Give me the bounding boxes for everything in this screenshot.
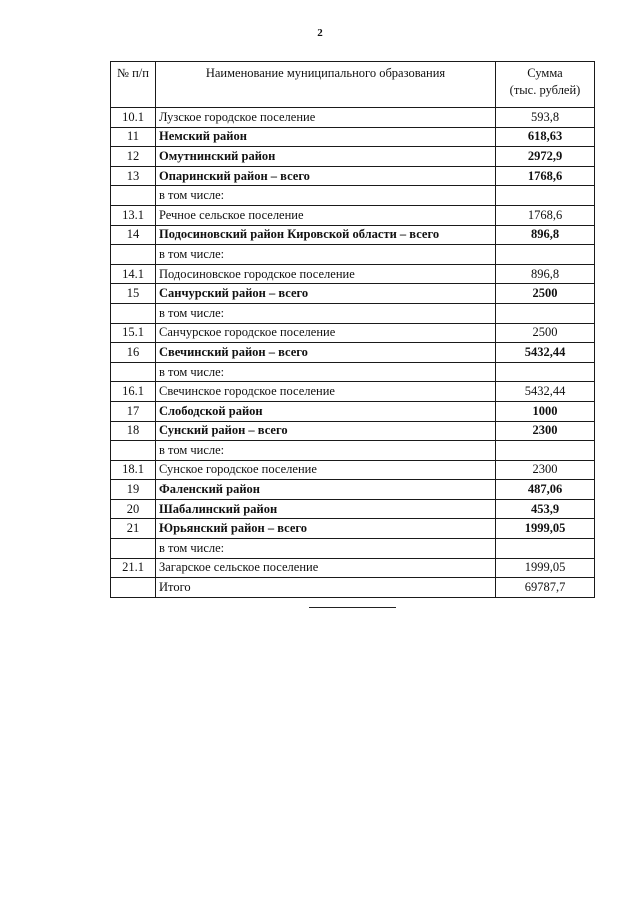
row-name: Итого <box>156 578 496 598</box>
table-row <box>111 519 595 539</box>
row-sum: 2972,9 <box>496 147 595 167</box>
row-name: Подосиновское городское поселение <box>156 264 496 284</box>
header-sum <box>496 62 595 108</box>
table-row <box>111 558 595 578</box>
row-number: 14 <box>111 225 156 245</box>
header-row <box>111 62 595 108</box>
table-row <box>111 147 595 167</box>
row-sum: 487,06 <box>496 480 595 500</box>
row-sum: 2300 <box>496 460 595 480</box>
row-number: 11 <box>111 127 156 147</box>
row-sum: 1000 <box>496 401 595 421</box>
row-number: 13 <box>111 166 156 186</box>
allocation-table <box>110 61 595 598</box>
table-body <box>111 108 595 598</box>
row-name: в том числе: <box>156 245 496 265</box>
row-sum: 618,63 <box>496 127 595 147</box>
row-sum: 1768,6 <box>496 205 595 225</box>
table-row <box>111 264 595 284</box>
row-number <box>111 578 156 598</box>
row-number: 17 <box>111 401 156 421</box>
row-name: Речное сельское поселение <box>156 205 496 225</box>
table-row <box>111 480 595 500</box>
table-row <box>111 539 595 559</box>
row-name: Свечинский район – всего <box>156 343 496 363</box>
row-sum: 896,8 <box>496 264 595 284</box>
row-name: Опаринский район – всего <box>156 166 496 186</box>
table-row <box>111 166 595 186</box>
table-row <box>111 362 595 382</box>
row-sum <box>496 303 595 323</box>
table-row <box>111 499 595 519</box>
row-name: Сунское городское поселение <box>156 460 496 480</box>
header-name: Наименование муниципального образования <box>156 62 496 108</box>
table-row <box>111 108 595 128</box>
row-name: Омутнинский район <box>156 147 496 167</box>
row-name: Фаленский район <box>156 480 496 500</box>
row-number <box>111 303 156 323</box>
row-number: 16.1 <box>111 382 156 402</box>
row-number: 21.1 <box>111 558 156 578</box>
row-sum: 2300 <box>496 421 595 441</box>
row-name: Шабалинский район <box>156 499 496 519</box>
table-row <box>111 284 595 304</box>
row-sum: 1999,05 <box>496 558 595 578</box>
table-row <box>111 323 595 343</box>
row-sum: 896,8 <box>496 225 595 245</box>
row-sum <box>496 186 595 206</box>
header-sum-title: Сумма <box>527 66 563 80</box>
row-number <box>111 539 156 559</box>
table-row <box>111 186 595 206</box>
row-number: 18.1 <box>111 460 156 480</box>
header-number: № п/п <box>111 62 156 108</box>
row-number: 10.1 <box>111 108 156 128</box>
row-name: Сунский район – всего <box>156 421 496 441</box>
table-row <box>111 460 595 480</box>
header-sum-unit: (тыс. рублей) <box>509 83 581 97</box>
table-row <box>111 421 595 441</box>
row-number: 15.1 <box>111 323 156 343</box>
row-sum: 5432,44 <box>496 343 595 363</box>
row-number: 18 <box>111 421 156 441</box>
table-row <box>111 578 595 598</box>
row-name: в том числе: <box>156 441 496 461</box>
row-sum: 69787,7 <box>496 578 595 598</box>
table-row <box>111 382 595 402</box>
row-name: Санчурское городское поселение <box>156 323 496 343</box>
row-name: Слободской район <box>156 401 496 421</box>
row-name: Немский район <box>156 127 496 147</box>
table-row <box>111 303 595 323</box>
row-name: Свечинское городское поселение <box>156 382 496 402</box>
row-name: Загарское сельское поселение <box>156 558 496 578</box>
row-name: Лузское городское поселение <box>156 108 496 128</box>
row-sum: 2500 <box>496 323 595 343</box>
table-header <box>111 62 595 108</box>
row-name: Юрьянский район – всего <box>156 519 496 539</box>
table-row <box>111 441 595 461</box>
row-sum: 593,8 <box>496 108 595 128</box>
row-sum: 2500 <box>496 284 595 304</box>
row-name: в том числе: <box>156 539 496 559</box>
table-row <box>111 401 595 421</box>
row-number: 13.1 <box>111 205 156 225</box>
row-number: 14.1 <box>111 264 156 284</box>
row-name: Санчурский район – всего <box>156 284 496 304</box>
row-number <box>111 245 156 265</box>
row-number: 20 <box>111 499 156 519</box>
table-row <box>111 245 595 265</box>
row-number: 12 <box>111 147 156 167</box>
row-number <box>111 441 156 461</box>
row-number <box>111 186 156 206</box>
page-number: 2 <box>317 27 323 39</box>
row-sum: 453,9 <box>496 499 595 519</box>
row-number: 21 <box>111 519 156 539</box>
row-name: Подосиновский район Кировской области – всего <box>156 225 496 245</box>
row-name: в том числе: <box>156 186 496 206</box>
table-row <box>111 343 595 363</box>
closing-rule <box>309 607 396 608</box>
row-number <box>111 362 156 382</box>
row-name: в том числе: <box>156 303 496 323</box>
table-row <box>111 205 595 225</box>
row-name: в том числе: <box>156 362 496 382</box>
table-row <box>111 127 595 147</box>
row-sum: 1999,05 <box>496 519 595 539</box>
row-sum <box>496 539 595 559</box>
table-row <box>111 225 595 245</box>
row-sum <box>496 245 595 265</box>
row-number: 16 <box>111 343 156 363</box>
row-sum <box>496 441 595 461</box>
row-number: 19 <box>111 480 156 500</box>
row-sum: 5432,44 <box>496 382 595 402</box>
row-sum <box>496 362 595 382</box>
row-number: 15 <box>111 284 156 304</box>
row-sum: 1768,6 <box>496 166 595 186</box>
